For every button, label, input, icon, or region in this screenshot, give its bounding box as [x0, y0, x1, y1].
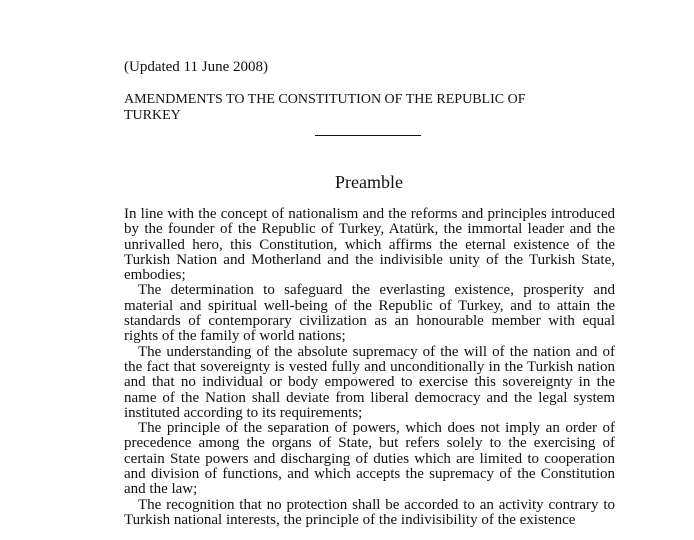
updated-note: (Updated 11 June 2008)	[124, 59, 268, 75]
paragraph-4: The principle of the separation of powers, which does not imply an order of precedence among the organs of State, but refers solely to the exercising of certain State powers and discharging of duties which are limited to cooperation and division of functions, and which accepts the supremacy of the Constitution and the law;	[124, 420, 615, 498]
paragraph-2: The determination to safeguard the everlasting existence, prosperity and material and spiritual well-being of the Republic of Turkey, and to attain the standards of contemporary civilization as an honourable member with equal rights of the family of world nations;	[124, 282, 615, 345]
preamble-body	[124, 207, 615, 528]
heading-divider	[315, 135, 421, 136]
paragraph-5: The recognition that no protection shall be accorded to an activity contrary to Turkish national interests, the principle of the indivisibility of the existence	[124, 496, 615, 528]
paragraph-1: In line with the concept of nationalism and the reforms and principles introduced by the founder of the Republic of Turkey, Atatürk, the immortal leader and the unrivalled hero, this Constitution, which affirms the eternal existence of the Turkish Nation and Motherland and the indivisible unity of the Turkish State, embodies;	[124, 206, 615, 284]
section-title: Preamble	[335, 172, 403, 192]
document-heading: AMENDMENTS TO THE CONSTITUTION OF THE REPUBLIC OF TURKEY	[124, 92, 526, 123]
paragraph-3: The understanding of the absolute supremacy of the will of the nation and of the fact that sovereignty is vested fully and unconditionally in the Turkish nation and that no individual or body empowered to exercise this sovereignty in the name of the Nation shall deviate from liberal democracy and the legal system instituted according to its requirements;	[124, 343, 615, 421]
